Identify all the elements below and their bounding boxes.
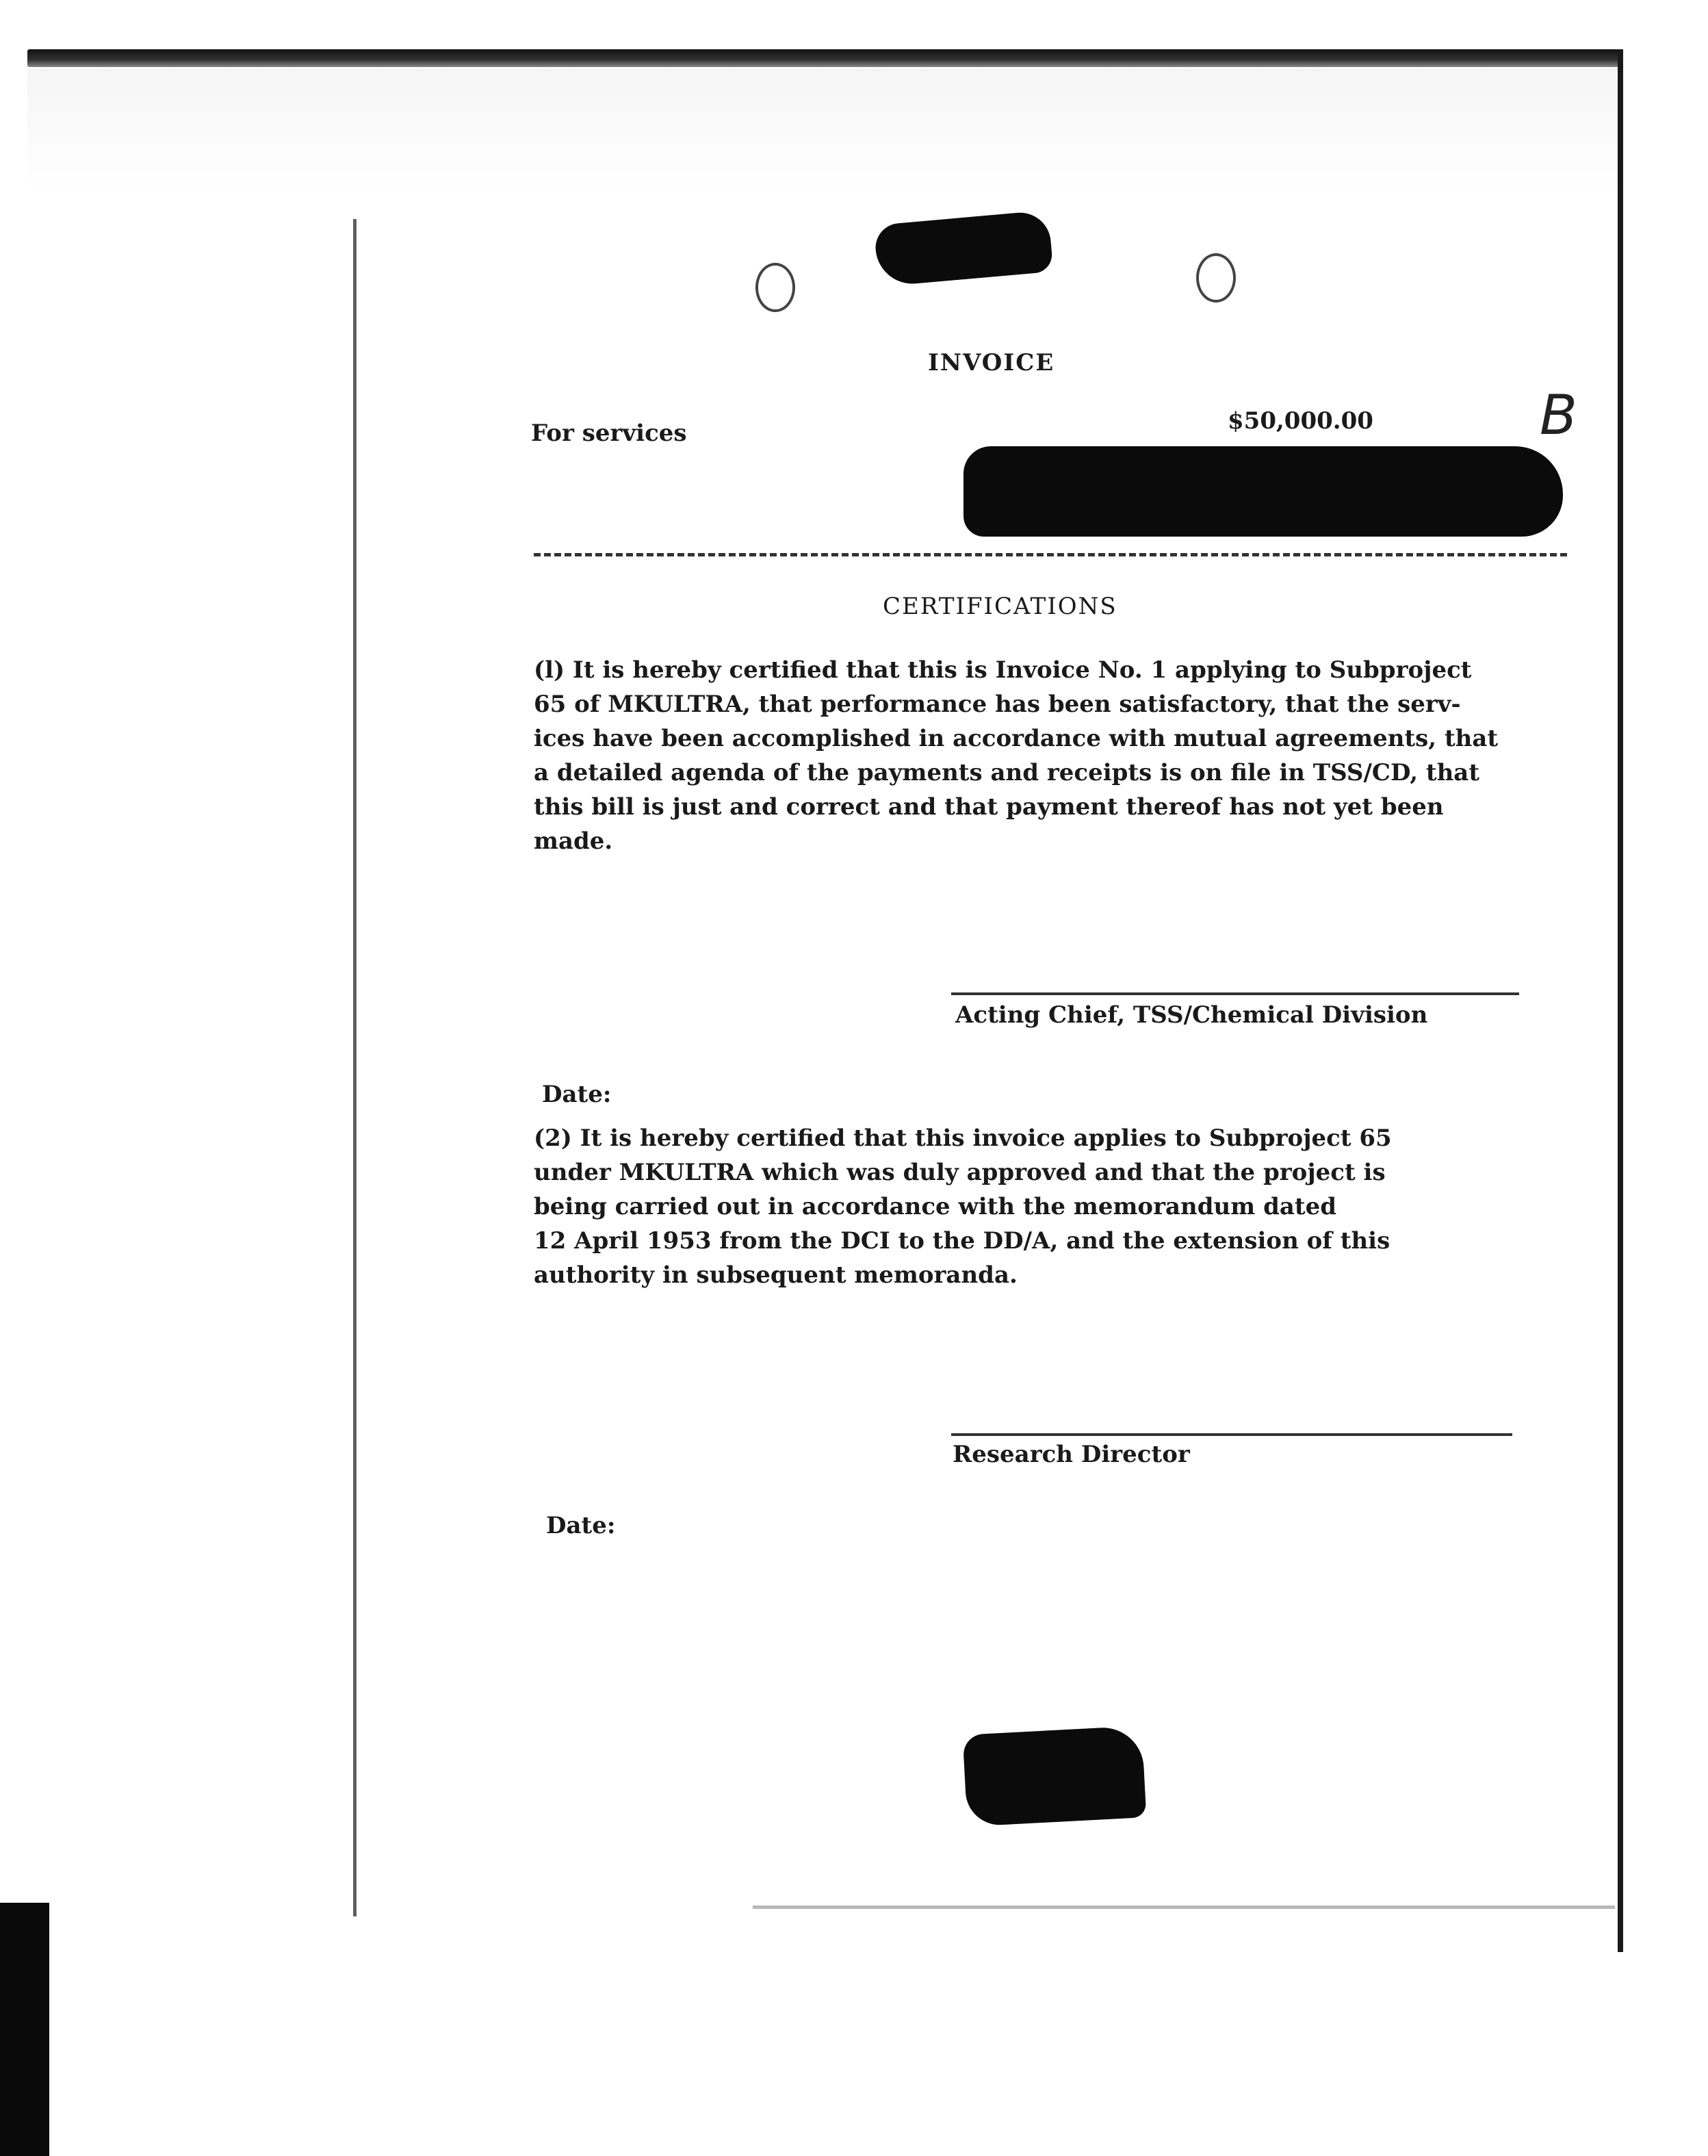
scan-right-edge [1618,49,1623,1952]
cert2-line: 12 April 1953 from the DCI to the DD/A, and the extension of this [534,1227,1390,1255]
signatory-2: Research Director [953,1441,1190,1468]
signature-line-2 [951,1433,1512,1436]
scan-shading [27,68,1622,192]
scan-left-dark-band [0,1903,49,2156]
punch-hole-left [755,263,795,312]
signature-line-1 [951,992,1519,995]
services-label: For services [531,420,687,447]
scan-left-rule [353,219,357,1916]
invoice-amount: $50,000.00 [1228,407,1373,435]
certifications-heading: CERTIFICATIONS [883,593,1117,620]
certification-1 [534,653,1498,858]
cert1-line: made. [534,827,613,855]
redaction-services [963,446,1563,537]
cert1-line: a detailed agenda of the payments and receipts is on file in TSS/CD, that [534,759,1480,786]
cert1-line: this bill is just and correct and that payment thereof has not yet been [534,793,1444,821]
redaction-top [874,210,1054,287]
invoice-title: INVOICE [928,349,1055,376]
handwritten-mark: B [1540,383,1577,447]
cert2-line: (2) It is hereby certified that this invoice applies to Subproject 65 [534,1125,1392,1152]
cert2-line: authority in subsequent memoranda. [534,1261,1018,1289]
punch-hole-right [1196,253,1236,303]
cert2-line: under MKULTRA which was duly approved and that the project is [534,1159,1386,1186]
redaction-bottom [963,1725,1147,1827]
signatory-1: Acting Chief, TSS/Chemical Division [955,1001,1428,1029]
scan-top-edge [27,49,1622,67]
scan-bottom-edge [753,1905,1615,1909]
date-label-1: Date: [542,1081,612,1108]
certification-2 [534,1121,1392,1292]
separator-dashed [534,553,1567,556]
cert2-line: being carried out in accordance with the memorandum dated [534,1193,1336,1220]
cert1-line: ices have been accomplished in accordance with mutual agreements, that [534,725,1499,752]
date-label-2: Date: [546,1512,616,1539]
cert1-line: (l) It is hereby certified that this is Invoice No. 1 applying to Subproject [534,656,1472,684]
cert1-line: 65 of MKULTRA, that performance has been satisfactory, that the serv- [534,691,1461,718]
